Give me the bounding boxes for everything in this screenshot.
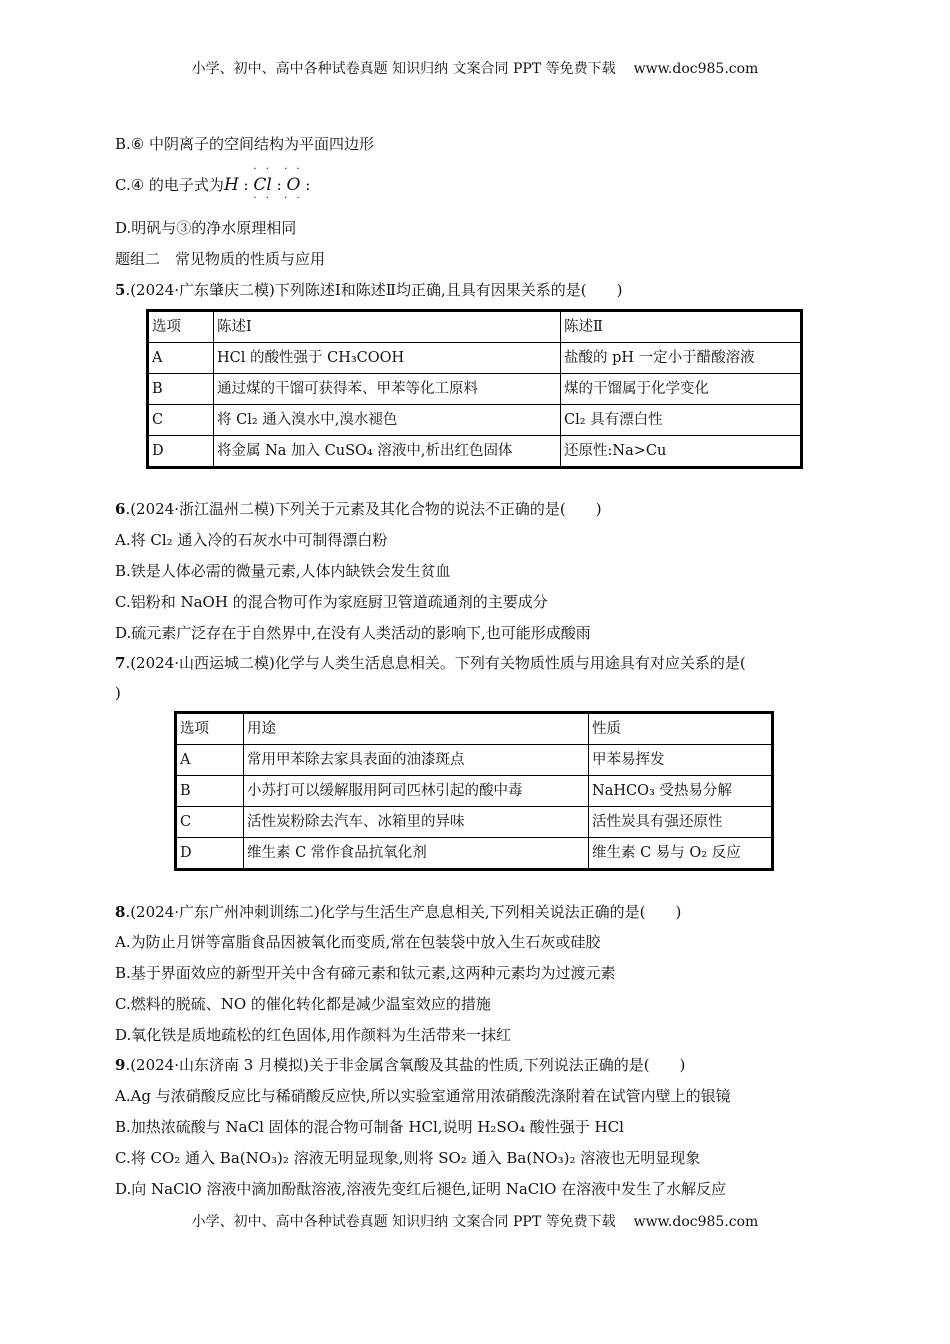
footer-text: 小学、初中、高中各种试卷真题 知识归纳 文案合同 PPT 等免费下载 <box>191 1214 616 1230</box>
formula-cl <box>253 164 272 204</box>
statement1-cell: 通过煤的干馏可获得苯、甲苯等化工原料 <box>214 374 561 405</box>
q4-option-c <box>115 164 311 204</box>
header-cell: 性质 <box>589 713 773 745</box>
page-header <box>0 59 950 79</box>
use-cell: 维生素 C 常作食品抗氧化剂 <box>244 838 589 870</box>
q8-option-d: D.氧化铁是质地疏松的红色固体,用作颜料为生活带来一抹红 <box>115 1026 512 1044</box>
page-footer <box>0 1212 950 1232</box>
cl-label: Cl <box>253 175 272 195</box>
property-cell: 维生素 C 易与 O₂ 反应 <box>589 838 773 870</box>
property-cell: 甲苯易挥发 <box>589 745 773 776</box>
q6-option-c: C.铝粉和 NaOH 的混合物可作为家庭厨卫管道疏通剂的主要成分 <box>115 593 548 611</box>
statement1-cell: 将金属 Na 加入 CuSO₄ 溶液中,析出红色固体 <box>214 436 561 468</box>
q4-option-b: B.⑥ 中阴离子的空间结构为平面四边形 <box>115 135 375 153</box>
q7-number: 7 <box>115 654 126 672</box>
table-header-row <box>176 713 773 745</box>
table-row <box>148 343 802 374</box>
o-label: O <box>286 175 301 195</box>
q6-stem-text: .(2024·浙江温州二模)下列关于元素及其化合物的说法不正确的是( ) <box>125 500 602 518</box>
q7-stem-text: .(2024·山西运城二模)化学与人类生活息息相关。下列有关物质性质与用途具有对应关系的是( <box>125 654 746 672</box>
q5-stem-text: .(2024·广东肇庆二模)下列陈述Ⅰ和陈述Ⅱ均正确,且具有因果关系的是( ) <box>125 281 623 299</box>
footer-url[interactable]: www.doc985.com <box>633 1214 759 1230</box>
property-cell: 活性炭具有强还原性 <box>589 807 773 838</box>
statement1-cell: 将 Cl₂ 通入溴水中,溴水褪色 <box>214 405 561 436</box>
q6-option-b: B.铁是人体必需的微量元素,人体内缺铁会发生贫血 <box>115 562 451 580</box>
property-cell: NaHCO₃ 受热易分解 <box>589 776 773 807</box>
dots-o-top: · · <box>284 164 303 175</box>
dots-o-bot: · · <box>284 193 303 204</box>
option-cell: D <box>176 838 244 870</box>
use-cell: 小苏打可以缓解服用阿司匹林引起的酸中毒 <box>244 776 589 807</box>
statement1-cell: HCl 的酸性强于 CH₃COOH <box>214 343 561 374</box>
q8-stem-text: .(2024·广东广州冲刺训练二)化学与生活生产息息相关,下列相关说法正确的是( ) <box>125 903 682 921</box>
use-cell: 常用甲苯除去家具表面的油漆斑点 <box>244 745 589 776</box>
table-header-row <box>148 311 802 343</box>
colon-2: : <box>276 176 282 194</box>
q6-option-d: D.硫元素广泛存在于自然界中,在没有人类活动的影响下,也可能形成酸雨 <box>115 624 591 642</box>
q9-stem <box>115 1055 685 1075</box>
header-cell: 选项 <box>176 713 244 745</box>
colon-1: : <box>243 176 249 194</box>
formula-h: H <box>223 175 239 195</box>
table-row <box>176 745 773 776</box>
q7-stem-end: ) <box>115 684 121 702</box>
header-cell: 选项 <box>148 311 214 343</box>
q5-stem <box>115 280 622 300</box>
q8-number: 8 <box>115 903 126 921</box>
table-row <box>148 436 802 468</box>
dots-cl-top: · · <box>253 164 272 175</box>
header-url[interactable]: www.doc985.com <box>633 61 759 77</box>
statement2-cell: 还原性:Na>Cu <box>561 436 802 468</box>
table-row <box>176 807 773 838</box>
table-row <box>148 405 802 436</box>
q5-table <box>146 309 803 469</box>
q9-option-d: D.向 NaClO 溶液中滴加酚酞溶液,溶液先变红后褪色,证明 NaClO 在溶液中发生了水解反应 <box>115 1180 727 1198</box>
statement2-cell: 煤的干馏属于化学变化 <box>561 374 802 405</box>
formula-o <box>284 164 303 204</box>
table-row <box>176 838 773 870</box>
q9-option-c: C.将 CO₂ 通入 Ba(NO₃)₂ 溶液无明显现象,则将 SO₂ 通入 Ba(NO₃)₂ 溶液也无明显现象 <box>115 1149 701 1167</box>
q6-number: 6 <box>115 500 126 518</box>
table-row <box>176 776 773 807</box>
q7-stem <box>115 653 746 673</box>
q7-table <box>174 711 774 871</box>
option-cell: B <box>148 374 214 405</box>
dots-cl-bot: · · <box>253 193 272 204</box>
statement2-cell: Cl₂ 具有漂白性 <box>561 405 802 436</box>
option-cell: C <box>176 807 244 838</box>
q9-stem-text: .(2024·山东济南 3 月模拟)关于非金属含氧酸及其盐的性质,下列说法正确的是( ) <box>125 1056 686 1074</box>
header-cell: 用途 <box>244 713 589 745</box>
option-cell: A <box>176 745 244 776</box>
option-cell: B <box>176 776 244 807</box>
q4-option-d: D.明矾与③的净水原理相同 <box>115 219 297 237</box>
option-cell: C <box>148 405 214 436</box>
use-cell: 活性炭粉除去汽车、冰箱里的异味 <box>244 807 589 838</box>
q9-option-b: B.加热浓硫酸与 NaCl 固体的混合物可制备 HCl,说明 H₂SO₄ 酸性强于 HCl <box>115 1118 624 1136</box>
q8-option-b: B.基于界面效应的新型开关中含有碲元素和钛元素,这两种元素均为过渡元素 <box>115 964 616 982</box>
table-row <box>148 374 802 405</box>
q9-number: 9 <box>115 1056 126 1074</box>
header-text: 小学、初中、高中各种试卷真题 知识归纳 文案合同 PPT 等免费下载 <box>191 61 616 77</box>
q5-number: 5 <box>115 281 126 299</box>
q6-stem <box>115 499 602 519</box>
colon-3: : <box>305 176 311 194</box>
q9-option-a: A.Ag 与浓硝酸反应比与稀硝酸反应快,所以实验室通常用浓硝酸洗涤附着在试管内壁上的银镜 <box>115 1087 731 1105</box>
q8-option-a: A.为防止月饼等富脂食品因被氧化而变质,常在包装袋中放入生石灰或硅胶 <box>115 933 601 951</box>
q6-option-a: A.将 Cl₂ 通入冷的石灰水中可制得漂白粉 <box>115 531 388 549</box>
option-cell: D <box>148 436 214 468</box>
group2-title: 题组二 常见物质的性质与应用 <box>115 250 326 268</box>
statement2-cell: 盐酸的 pH 一定小于醋酸溶液 <box>561 343 802 374</box>
q4-option-c-prefix: C.④ 的电子式为 <box>115 176 224 194</box>
header-cell: 陈述Ⅰ <box>214 311 561 343</box>
q8-option-c: C.燃料的脱硫、NO 的催化转化都是减少温室效应的措施 <box>115 995 491 1013</box>
option-cell: A <box>148 343 214 374</box>
q8-stem <box>115 902 681 922</box>
header-cell: 陈述Ⅱ <box>561 311 802 343</box>
